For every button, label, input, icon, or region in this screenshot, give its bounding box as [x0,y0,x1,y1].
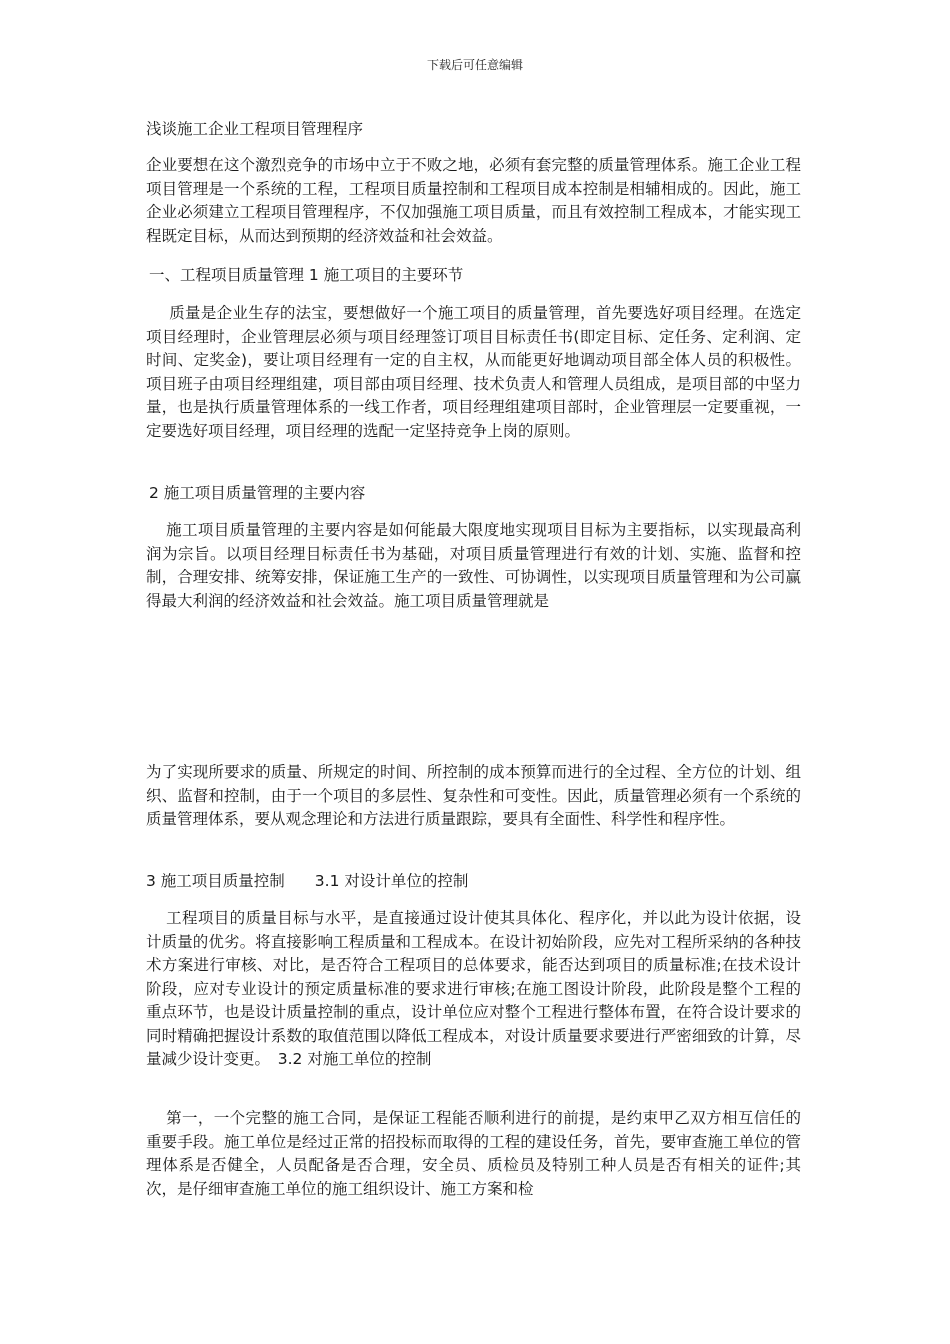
header-note: 下载后可任意编辑 [426,58,523,72]
section3-1-heading: 3.1 对设计单位的控制 [314,872,469,890]
section1-paragraph: 质量是企业生存的法宝，要想做好一个施工项目的质量管理，首先要选好项目经理。在选定项目经理时，企业管理层必须与项目经理签订项目目标责任书(即定目标、定任务、定利润、定时间、定奖金)，要让项目经理有一定的自主权，从而能更好地调动项目部全体人员的积极性。项目班子由项目经理组建，项目部由项目经理、技术负责人和管理人员组成，是项目部的中坚力量，也是执行质量管理体系的一线工作者，项目经理组建项目部时，企业管理层一定要重视，一定要选好项目经理，项目经理的选配一定坚持竞争上岗的原则。 [146,304,801,440]
section2-continued-paragraph: 为了实现所要求的质量、所规定的时间、所控制的成本预算而进行的全过程、全方位的计划、组织、监督和控制，由于一个项目的多层性、复杂性和可变性。因此，质量管理必须有一个系统的质量管理体系，要从观念理论和方法进行质量跟踪，要具有全面性、科学性和程序性。 [146,763,801,828]
section2-paragraph: 施工项目质量管理的主要内容是如何能最大限度地实现项目目标为主要指标，以实现最高利润为宗旨。以项目经理目标责任书为基础，对项目质量管理进行有效的计划、实施、监督和控制，合理安排、统筹安排，保证施工生产的一致性、可协调性，以实现项目质量管理和为公司赢得最大利润的经济效益和社会效益。施工项目质量管理就是 [146,521,801,610]
section3-paragraph: 工程项目的质量目标与水平，是直接通过设计使其具体化、程序化，并以此为设计依据，设计质量的优劣。将直接影响工程质量和工程成本。在设计初始阶段，应先对工程所采纳的各种技术方案进行审核、对比，是否符合工程项目的总体要求，能否达到项目的质量标准;在技术设计阶段，应对专业设计的预定质量标准的要求进行审核;在施工图设计阶段，此阶段是整个工程的重点环节，也是设计质量控制的重点，设计单位应对整个工程进行整体布置，在符合设计要求的同时精确把握设计系数的取值范围以降低工程成本，对设计质量要求要进行严密细致的计算，尽量减少设计变更。 3.2 对施工单位的控制 [146,909,801,1068]
section1-heading: 一、工程项目质量管理 1 施工项目的主要环节 [149,266,464,284]
document-title: 浅谈施工企业工程项目管理程序 [146,120,364,138]
section3-2-paragraph: 第一，一个完整的施工合同，是保证工程能否顺利进行的前提，是约束甲乙双方相互信任的重要手段。施工单位是经过正常的招投标而取得的工程的建设任务，首先，要审查施工单位的管理体系是否健全，人员配备是否合理，安全员、质检员及特别工种人员是否有相关的证件;其次，是仔细审查施工单位的施工组织设计、施工方案和检 [146,1109,801,1198]
intro-paragraph: 企业要想在这个激烈竞争的市场中立于不败之地，必须有套完整的质量管理体系。施工企业工程项目管理是一个系统的工程，工程项目质量控制和工程项目成本控制是相辅相成的。因此，施工企业必须建立工程项目管理程序，不仅加强施工项目质量，而且有效控制工程成本，才能实现工程既定目标，从而达到预期的经济效益和社会效益。 [146,156,801,245]
section3-heading [146,870,801,894]
section2-heading: 2 施工项目质量管理的主要内容 [149,484,366,502]
section3-heading-main: 3 施工项目质量控制 [146,872,285,890]
